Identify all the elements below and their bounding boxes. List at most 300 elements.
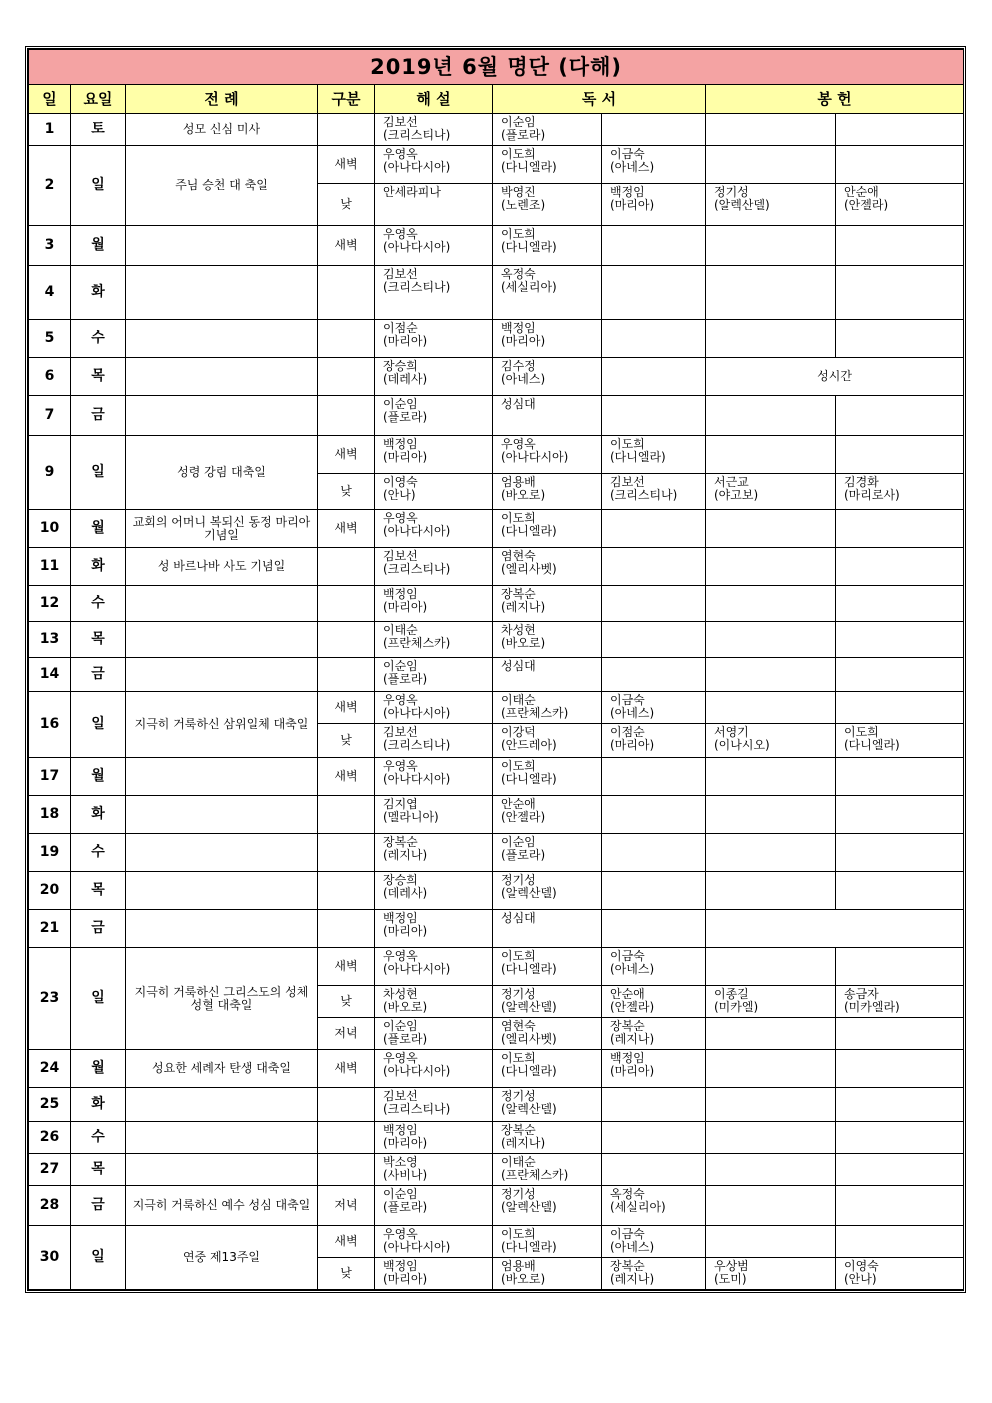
saint-name: (바오로)	[501, 1272, 546, 1286]
header-liturgy: 전 례	[126, 85, 318, 114]
commentator-cell	[375, 146, 493, 184]
person-name: 성심대	[501, 397, 536, 411]
reader-cell	[493, 986, 602, 1018]
offering-cell	[836, 692, 964, 724]
offering-cell	[836, 226, 964, 266]
table-row	[29, 796, 964, 834]
offering-cell	[836, 758, 964, 796]
commentator-cell	[375, 796, 493, 834]
session-cell: 저녁	[318, 1018, 375, 1050]
person-name: 이순임	[383, 1019, 418, 1033]
session-cell: 새벽	[318, 948, 375, 986]
person-name: 백정임	[383, 587, 418, 601]
offering-cell	[836, 1154, 964, 1186]
liturgy-cell: 성령 강림 대축일	[126, 436, 318, 510]
person-name: 송금자	[844, 987, 879, 1001]
day-cell: 25	[29, 1088, 71, 1122]
saint-name: (노렌조)	[501, 198, 546, 212]
person-name: 우영옥	[383, 1051, 418, 1065]
day-cell: 4	[29, 266, 71, 320]
person-name: 백정임	[383, 1259, 418, 1273]
person-name: 염현숙	[501, 549, 536, 563]
table-row	[29, 1088, 964, 1122]
reader-cell	[602, 872, 706, 910]
table-row	[29, 1154, 964, 1186]
person-name: 박영진	[501, 185, 536, 199]
liturgy-cell: 성모 신심 미사	[126, 114, 318, 146]
commentator-cell	[375, 396, 493, 436]
offering-cell	[706, 510, 836, 548]
liturgy-cell	[126, 266, 318, 320]
person-name: 백정임	[610, 185, 645, 199]
weekday-cell: 금	[71, 1186, 126, 1226]
offering-cell	[706, 548, 836, 586]
session-cell: 낮	[318, 184, 375, 226]
saint-name: (레지나)	[610, 1272, 655, 1286]
day-cell: 6	[29, 358, 71, 396]
reader-cell	[602, 358, 706, 396]
reader-cell	[493, 184, 602, 226]
table-row	[29, 834, 964, 872]
person-name: 이도희	[501, 227, 536, 241]
offering-cell	[706, 184, 836, 226]
table-row	[29, 948, 964, 986]
saint-name: (엘리사벳)	[501, 562, 557, 576]
person-name: 이점순	[610, 725, 645, 739]
person-name: 이도희	[501, 759, 536, 773]
offering-cell	[706, 586, 836, 622]
saint-name: (안나)	[383, 488, 416, 502]
liturgy-cell	[126, 658, 318, 692]
offering-cell	[836, 1122, 964, 1154]
commentator-cell	[375, 1154, 493, 1186]
saint-name: (바오로)	[501, 488, 546, 502]
reader-cell	[602, 1018, 706, 1050]
saint-name: (마리아)	[501, 334, 546, 348]
person-name: 우영옥	[383, 949, 418, 963]
session-cell	[318, 548, 375, 586]
day-cell: 13	[29, 622, 71, 658]
reader-cell	[602, 474, 706, 510]
offering-cell	[836, 1226, 964, 1258]
liturgy-cell: 지극히 거룩하신 삼위일체 대축일	[126, 692, 318, 758]
commentator-cell	[375, 1050, 493, 1088]
offering-cell	[706, 396, 836, 436]
table-row	[29, 266, 964, 320]
saint-name: (플로라)	[383, 410, 428, 424]
commentator-cell	[375, 692, 493, 724]
weekday-cell: 월	[71, 510, 126, 548]
day-cell: 30	[29, 1226, 71, 1290]
saint-name: (레지나)	[501, 1136, 546, 1150]
reader-cell	[493, 692, 602, 724]
reader-cell	[493, 872, 602, 910]
commentator-cell	[375, 1018, 493, 1050]
offering-cell	[706, 758, 836, 796]
reader-cell	[493, 320, 602, 358]
liturgy-cell	[126, 1122, 318, 1154]
commentator-cell	[375, 548, 493, 586]
person-name: 우영옥	[383, 759, 418, 773]
reader-cell	[493, 586, 602, 622]
reader-cell	[493, 724, 602, 758]
session-cell	[318, 872, 375, 910]
saint-name: (알렉산델)	[501, 1102, 557, 1116]
liturgy-cell	[126, 622, 318, 658]
table-row	[29, 758, 964, 796]
liturgy-cell	[126, 796, 318, 834]
person-name: 이순임	[501, 835, 536, 849]
person-name: 이도희	[501, 511, 536, 525]
offering-cell	[706, 658, 836, 692]
commentator-cell	[375, 758, 493, 796]
saint-name: (플로라)	[501, 848, 546, 862]
commentator-cell	[375, 872, 493, 910]
day-cell: 1	[29, 114, 71, 146]
offering-cell	[706, 724, 836, 758]
saint-name: (아나다시아)	[383, 706, 451, 720]
offering-cell	[706, 436, 836, 474]
offering-cell	[836, 114, 964, 146]
session-cell: 새벽	[318, 436, 375, 474]
offering-cell	[836, 396, 964, 436]
offering-cell	[836, 1088, 964, 1122]
saint-name: (크리스티나)	[383, 1102, 451, 1116]
saint-name: (플로라)	[501, 128, 546, 142]
commentator-cell	[375, 510, 493, 548]
person-name: 이금숙	[610, 1227, 645, 1241]
commentator-cell	[375, 586, 493, 622]
day-cell: 26	[29, 1122, 71, 1154]
person-name: 우영옥	[383, 511, 418, 525]
person-name: 장승희	[383, 873, 418, 887]
offering-cell	[836, 320, 964, 358]
offering-cell	[706, 1122, 836, 1154]
session-cell: 새벽	[318, 1226, 375, 1258]
reader-cell	[602, 1258, 706, 1290]
reader-cell	[493, 146, 602, 184]
commentator-cell	[375, 114, 493, 146]
reader-cell	[602, 758, 706, 796]
commentator-cell	[375, 1088, 493, 1122]
saint-name: (알렉산델)	[501, 1200, 557, 1214]
reader-cell	[602, 658, 706, 692]
offering-span-cell	[706, 910, 964, 948]
saint-name: (아네스)	[501, 372, 546, 386]
liturgy-cell: 성요한 세례자 탄생 대축일	[126, 1050, 318, 1088]
person-name: 이금숙	[610, 949, 645, 963]
commentator-cell	[375, 1122, 493, 1154]
commentator-cell	[375, 320, 493, 358]
person-name: 이순임	[383, 1187, 418, 1201]
offering-cell	[706, 146, 836, 184]
person-name: 우영옥	[383, 227, 418, 241]
commentator-cell	[375, 910, 493, 948]
person-name: 이태순	[383, 623, 418, 637]
saint-name: (다니엘라)	[501, 772, 557, 786]
weekday-cell: 화	[71, 548, 126, 586]
saint-name: (마리아)	[383, 334, 428, 348]
day-cell: 20	[29, 872, 71, 910]
session-cell: 새벽	[318, 146, 375, 184]
person-name: 염현숙	[501, 1019, 536, 1033]
offering-cell	[706, 1186, 836, 1226]
offering-cell	[836, 796, 964, 834]
day-cell: 9	[29, 436, 71, 510]
person-name: 이금숙	[610, 693, 645, 707]
person-name: 엄용배	[501, 1259, 536, 1273]
offering-cell	[836, 986, 964, 1018]
reader-cell	[602, 1154, 706, 1186]
table-row	[29, 622, 964, 658]
reader-cell	[493, 1018, 602, 1050]
reader-cell	[602, 586, 706, 622]
saint-name: (레지나)	[610, 1032, 655, 1046]
reader-cell	[493, 436, 602, 474]
person-name: 장승희	[383, 359, 418, 373]
offering-cell	[706, 1050, 836, 1088]
saint-name: (안드레아)	[501, 738, 557, 752]
offering-cell	[706, 474, 836, 510]
reader-cell	[493, 474, 602, 510]
offering-cell	[706, 796, 836, 834]
person-name: 김보선	[383, 725, 418, 739]
person-name: 이영숙	[383, 475, 418, 489]
reader-cell	[493, 510, 602, 548]
reader-cell	[493, 548, 602, 586]
session-cell	[318, 1122, 375, 1154]
day-cell: 5	[29, 320, 71, 358]
reader-cell	[602, 692, 706, 724]
saint-name: (안젤라)	[844, 198, 889, 212]
liturgy-cell	[126, 910, 318, 948]
weekday-cell: 수	[71, 586, 126, 622]
reader-cell	[602, 1226, 706, 1258]
saint-name: (아네스)	[610, 1240, 655, 1254]
commentator-cell	[375, 358, 493, 396]
saint-name: (플로라)	[383, 672, 428, 686]
weekday-cell: 토	[71, 114, 126, 146]
offering-cell	[706, 266, 836, 320]
offering-cell	[836, 184, 964, 226]
day-cell: 16	[29, 692, 71, 758]
reader-cell	[493, 114, 602, 146]
person-name: 이영숙	[844, 1259, 879, 1273]
person-name: 안순애	[501, 797, 536, 811]
day-cell: 11	[29, 548, 71, 586]
person-name: 차성현	[383, 987, 418, 1001]
offering-cell	[836, 622, 964, 658]
person-name: 정기성	[501, 1187, 536, 1201]
person-name: 이종길	[714, 987, 749, 1001]
reader-cell	[493, 396, 602, 436]
saint-name: (아네스)	[610, 962, 655, 976]
schedule-table	[28, 49, 964, 1290]
saint-name: (사비나)	[383, 1168, 428, 1182]
saint-name: (데레사)	[383, 886, 428, 900]
saint-name: (아나다시아)	[383, 1240, 451, 1254]
reader-cell	[602, 724, 706, 758]
offering-span-cell: 성시간	[706, 358, 964, 396]
reader-cell	[493, 1226, 602, 1258]
saint-name: (세실리아)	[501, 280, 557, 294]
offering-cell	[706, 692, 836, 724]
reader-cell	[602, 1050, 706, 1088]
offering-cell	[836, 1050, 964, 1088]
table-row	[29, 436, 964, 474]
offering-cell	[706, 1018, 836, 1050]
weekday-cell: 수	[71, 834, 126, 872]
saint-name: (다니엘라)	[501, 1240, 557, 1254]
offering-cell	[836, 658, 964, 692]
table-row	[29, 658, 964, 692]
person-name: 김지엽	[383, 797, 418, 811]
commentator-cell	[375, 1258, 493, 1290]
person-name: 정기성	[501, 1089, 536, 1103]
offering-cell	[836, 1186, 964, 1226]
reader-cell	[602, 548, 706, 586]
session-cell: 낮	[318, 724, 375, 758]
commentator-cell	[375, 622, 493, 658]
day-cell: 21	[29, 910, 71, 948]
table-row	[29, 1050, 964, 1088]
person-name: 이태순	[501, 693, 536, 707]
offering-cell	[836, 266, 964, 320]
person-name: 이도희	[844, 725, 879, 739]
session-cell	[318, 796, 375, 834]
liturgy-cell	[126, 396, 318, 436]
table-row	[29, 396, 964, 436]
session-cell: 낮	[318, 986, 375, 1018]
page-title: 2019년 6월 명단 (다해)	[29, 50, 964, 85]
session-cell: 낮	[318, 474, 375, 510]
reader-cell	[602, 796, 706, 834]
saint-name: (레지나)	[383, 848, 428, 862]
offering-cell	[836, 724, 964, 758]
weekday-cell: 화	[71, 796, 126, 834]
weekday-cell: 화	[71, 266, 126, 320]
person-name: 백정임	[383, 437, 418, 451]
saint-name: (데레사)	[383, 372, 428, 386]
person-name: 이순임	[383, 659, 418, 673]
person-name: 이강덕	[501, 725, 536, 739]
offering-cell	[836, 1018, 964, 1050]
saint-name: (크리스티나)	[383, 128, 451, 142]
session-cell	[318, 586, 375, 622]
day-cell: 17	[29, 758, 71, 796]
person-name: 김수정	[501, 359, 536, 373]
weekday-cell: 목	[71, 358, 126, 396]
table-row	[29, 1122, 964, 1154]
offering-cell	[706, 1088, 836, 1122]
session-cell	[318, 1154, 375, 1186]
saint-name: (크리스티나)	[383, 280, 451, 294]
person-name: 성심대	[501, 911, 536, 925]
header-weekday: 요일	[71, 85, 126, 114]
saint-name: (이나시오)	[714, 738, 770, 752]
day-cell: 19	[29, 834, 71, 872]
saint-name: (마리아)	[610, 1064, 655, 1078]
offering-cell	[836, 146, 964, 184]
schedule-body	[29, 114, 964, 1290]
liturgy-cell: 교회의 어머니 복되신 동정 마리아 기념일	[126, 510, 318, 548]
saint-name: (미카엘라)	[844, 1000, 900, 1014]
reader-cell	[602, 910, 706, 948]
weekday-cell: 목	[71, 872, 126, 910]
offering-cell	[706, 1226, 836, 1258]
reader-cell	[602, 622, 706, 658]
reader-cell	[493, 1154, 602, 1186]
offering-cell	[836, 474, 964, 510]
person-name: 우영옥	[383, 1227, 418, 1241]
liturgy-cell: 지극히 거룩하신 그리스도의 성체 성혈 대축일	[126, 948, 318, 1050]
offering-cell	[836, 1258, 964, 1290]
commentator-cell	[375, 266, 493, 320]
liturgy-cell: 주님 승천 대 축일	[126, 146, 318, 226]
person-name: 이도희	[501, 1051, 536, 1065]
person-name: 서근교	[714, 475, 749, 489]
reader-cell	[493, 1258, 602, 1290]
saint-name: (알렉산델)	[714, 198, 770, 212]
header-offering: 봉 헌	[706, 85, 964, 114]
person-name: 이도희	[501, 949, 536, 963]
table-row	[29, 548, 964, 586]
session-cell: 낮	[318, 1258, 375, 1290]
session-cell: 새벽	[318, 758, 375, 796]
reader-cell	[493, 1088, 602, 1122]
reader-cell	[493, 1122, 602, 1154]
saint-name: (아나다시아)	[501, 450, 569, 464]
saint-name: (다니엘라)	[501, 1064, 557, 1078]
commentator-cell	[375, 436, 493, 474]
saint-name: (마리로사)	[844, 488, 900, 502]
reader-cell	[493, 658, 602, 692]
saint-name: (바오로)	[501, 636, 546, 650]
saint-name: (야고보)	[714, 488, 759, 502]
person-name: 이순임	[383, 397, 418, 411]
liturgy-cell: 성 바르나바 사도 기념일	[126, 548, 318, 586]
saint-name: (다니엘라)	[501, 240, 557, 254]
saint-name: (바오로)	[383, 1000, 428, 1014]
offering-cell	[706, 872, 836, 910]
reader-cell	[493, 834, 602, 872]
session-cell	[318, 1088, 375, 1122]
person-name: 이도희	[610, 437, 645, 451]
table-row	[29, 114, 964, 146]
weekday-cell: 일	[71, 948, 126, 1050]
day-cell: 28	[29, 1186, 71, 1226]
person-name: 안순애	[610, 987, 645, 1001]
header-readers: 독 서	[493, 85, 706, 114]
person-name: 이도희	[501, 1227, 536, 1241]
person-name: 이점순	[383, 321, 418, 335]
offering-cell	[706, 834, 836, 872]
offering-cell	[836, 586, 964, 622]
liturgy-cell	[126, 1154, 318, 1186]
person-name: 장복순	[383, 835, 418, 849]
reader-cell	[602, 114, 706, 146]
reader-cell	[602, 436, 706, 474]
offering-cell	[706, 622, 836, 658]
person-name: 정기성	[501, 873, 536, 887]
person-name: 서영기	[714, 725, 749, 739]
reader-cell	[493, 910, 602, 948]
saint-name: (아나다시아)	[383, 240, 451, 254]
offering-cell	[836, 548, 964, 586]
schedule-sheet	[25, 46, 966, 1293]
saint-name: (프란체스카)	[501, 706, 569, 720]
reader-cell	[602, 320, 706, 358]
